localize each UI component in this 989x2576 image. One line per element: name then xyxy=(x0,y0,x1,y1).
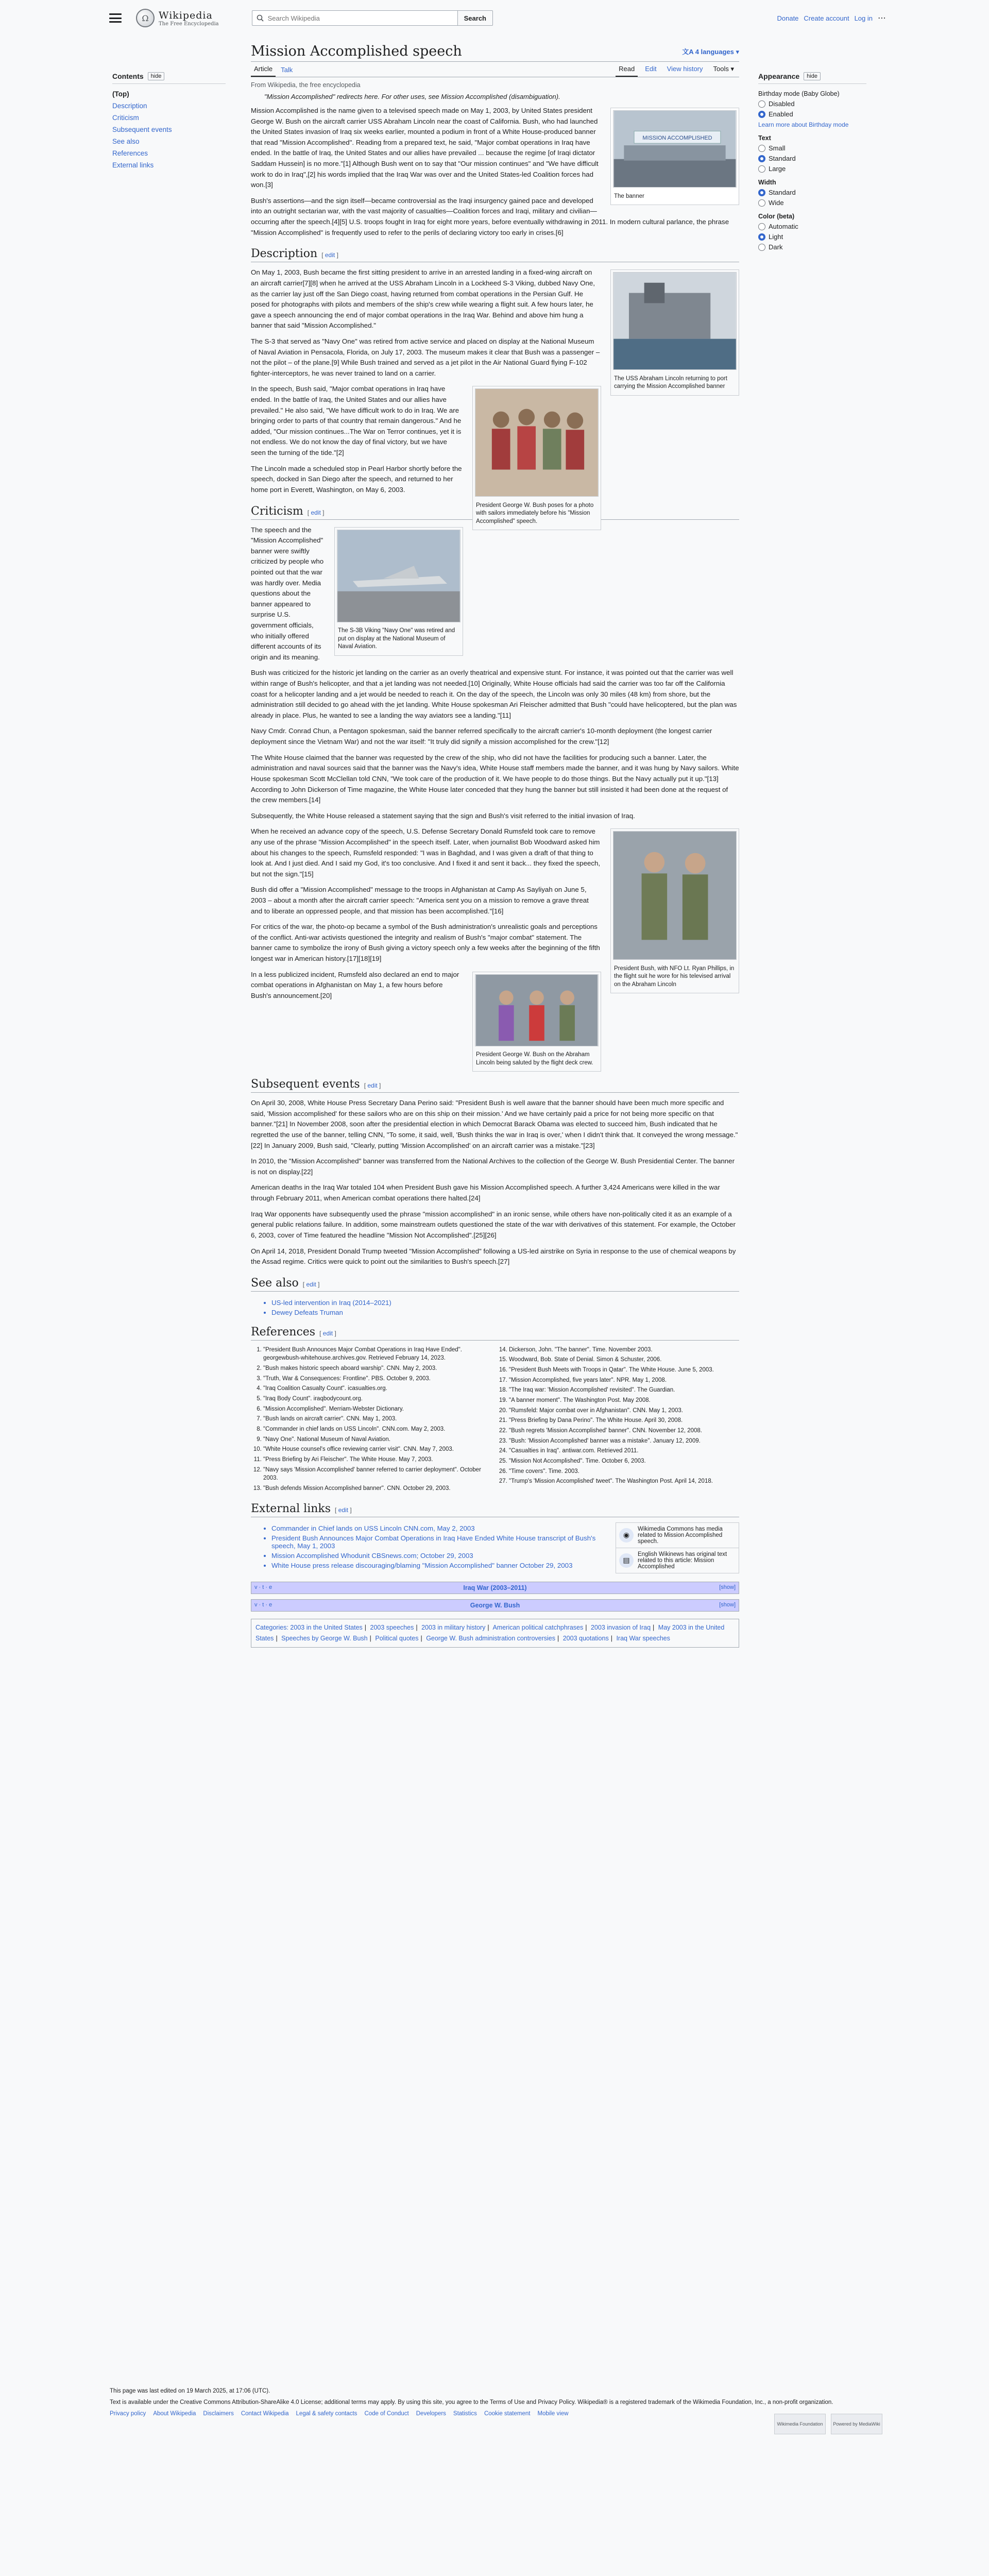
wikinews-icon: ▤ xyxy=(619,1553,634,1568)
criticism-paragraph-1: The speech and the "Mission Accomplished" banner were swiftly criticized by people who pointed out that the war was hardly over. Media questions about the banner appeared to surprise U.S. government officials, who initially offered different accounts of its origin and its meaning. xyxy=(251,526,324,661)
text-size-label: Text xyxy=(758,134,771,142)
toc-item-top[interactable]: (Top) xyxy=(112,90,129,98)
intro-paragraph-1: Mission Accomplished is the name given to a televised speech made on May 1, 2003, by United States president George W. Bush on the aircraft carrier USS Abraham Lincoln near the coast of California. Bush, who had launched the United States invasion of Iraq six weeks earlier, mounted a podium in front of a White House-produced banner that read "Mission Accomplished". Reading from a prepared text, he said, "Major combat operations in Iraq have ended. In the battle of Iraq, the United States and our allies have prevailed ... because the regime [of Iraqi dictator Saddam Hussein] is no more."[1] Although Bush went on to say that "Our mission continues" and "We have difficult work to do in Iraq",[2] his words implied that the Iraq War was over and the United States-led Coalition forces had won.[3] xyxy=(251,107,599,189)
caption-lincoln: The USS Abraham Lincoln returning to port carrying the Mission Accomplished banner xyxy=(614,375,727,390)
tab-tools[interactable]: Tools ▾ xyxy=(713,65,734,73)
reference-item: 12. "Navy says 'Mission Accomplished' banner referred to carrier deployment". October 2003. xyxy=(263,1466,493,1483)
page-title: Mission Accomplished speech xyxy=(251,43,462,59)
search-field[interactable] xyxy=(252,10,458,26)
login-link[interactable]: Log in xyxy=(854,14,873,22)
see-also-item[interactable]: • US-led intervention in Iraq (2014–2021) xyxy=(271,1299,739,1307)
footer-link[interactable]: About Wikipedia xyxy=(153,2411,196,2417)
intro-paragraph-2: Bush's assertions—and the sign itself—became controversial as the Iraqi insurgency gained pace and developed into an outright sectarian war, with the vast majority of casualties—Coalition forces and Iraqi, military and civilian—occurring after the speech.[4][5] U.S. troops fought in Iraq for eight more years, before eventually withdrawing in 2011. In modern cultural parlance, the phrase "Mission Accomplished" is frequently used to refer to the perils of declaring victory too early in crises.[6] xyxy=(251,196,729,236)
mediawiki-badge[interactable]: Powered by MediaWiki xyxy=(831,2414,882,2434)
reference-item: 16. "President Bush Meets with Troops in Qatar". The White House. June 5, 2003. xyxy=(509,1366,739,1375)
category-link[interactable]: 2003 quotations xyxy=(562,1635,609,1642)
category-link[interactable]: 2003 in the United States xyxy=(290,1623,363,1631)
radio-off-icon xyxy=(758,100,765,108)
navbox-vte[interactable]: v · t · e xyxy=(254,1584,272,1590)
search-form xyxy=(252,10,493,26)
section-heading-criticism: Criticism [ edit ] xyxy=(251,505,739,520)
wordmark: Wikipedia xyxy=(159,9,213,21)
page-subtitle: From Wikipedia, the free encyclopedia xyxy=(251,81,361,89)
license-text: Text is available under the Creative Commons Attribution-ShareAlike 4.0 License; additional terms may apply. By using this site, you agree to the Terms of Use and Privacy Policy. Wikipedia® is a registered trademark of the Wikimedia Foundation, Inc., a non-profit organization. xyxy=(110,2399,833,2405)
references-list xyxy=(251,1346,739,1493)
footer-link[interactable]: Developers xyxy=(416,2411,446,2417)
subsequent-paragraph-4: Iraq War opponents have subsequently used the phrase "mission accomplished" in an ironic sense, while others have non-politically cited it as an example of a general public relations failure. In addition, some mainstream outlets questioned the state of the war with derivatives of this statement. For example, the October 6, 2003, cover of Time featured the headline "Mission Not Accomplished".[25][26] xyxy=(251,1210,736,1239)
section-heading-see-also: See also [ edit ] xyxy=(251,1277,739,1292)
reference-item: 14. Dickerson, John. "The banner". Time. November 2003. xyxy=(509,1346,739,1354)
footer-link[interactable]: Disclaimers xyxy=(203,2411,234,2417)
description-paragraph-2: The S-3 that served as "Navy One" was retired from active service and placed on display at the National Museum of Naval Aviation in Pensacola, Florida, on July 17, 2003. The museum makes it clear that Bush was a passenger – not the pilot – of the plane.[9] While Bush trained and served as a jet pilot in the Air National Guard flying F-102 fighter-interceptors, he was never trained to land on a carrier. xyxy=(251,337,600,377)
color-option-light[interactable]: Light xyxy=(758,233,866,241)
category-link[interactable]: Political quotes xyxy=(375,1635,419,1642)
birthday-mode-label: Birthday mode (Baby Globe) xyxy=(758,90,840,97)
section-heading-references: References [ edit ] xyxy=(251,1326,739,1341)
edit-section-criticism[interactable]: [ edit ] xyxy=(307,509,325,516)
edit-section-see-also[interactable]: [ edit ] xyxy=(302,1280,320,1288)
sister-project-box xyxy=(616,1522,739,1573)
reference-item: 5. "Iraq Body Count". iraqbodycount.org. xyxy=(263,1395,493,1403)
criticism-paragraph-4: The White House claimed that the banner was requested by the crew of the ship, who did not have the facilities for producing such a banner. Later, the administration and naval sources said that the banner was the Navy's idea, White House staff members made the banner, and it was hung by Navy sailors. White House spokesman Scott McClellan told CNN, "We took care of the production of it. We have people to do those things. But the Navy actually put it up."[13] According to John Dickerson of Time magazine, the White House later conceded that they hung the banner but still insisted it had been done at the request of the crew members.[14] xyxy=(251,753,739,804)
caption-poses: President George W. Bush poses for a photo with sailors immediately before his "Mission Accomplished" speech. xyxy=(476,502,594,524)
caption-viking: The S-3B Viking "Navy One" was retired and put on display at the National Museum of Naval Aviation. xyxy=(338,628,455,650)
page-footer xyxy=(110,2388,882,2427)
footer-link[interactable]: Cookie statement xyxy=(484,2411,531,2417)
width-label: Width xyxy=(758,179,776,186)
language-button[interactable]: 文A 4 languages ▾ xyxy=(682,48,739,56)
navbox-iraq-war xyxy=(251,1582,739,1594)
footer-link[interactable]: Code of Conduct xyxy=(364,2411,409,2417)
reference-item: 27. "Trump's 'Mission Accomplished' tweet". The Washington Post. April 14, 2018. xyxy=(509,1477,739,1486)
nfo-photo[interactable] xyxy=(613,831,737,960)
subsequent-paragraph-5: On April 14, 2018, President Donald Trump tweeted "Mission Accomplished" following a US-led airstrike on Syria in response to the use of chemical weapons by the Assad regime. Critics were quick to point out the similarities to Bush's speech.[27] xyxy=(251,1247,736,1266)
description-paragraph-3: In the speech, Bush said, "Major combat operations in Iraq have ended. In the battle of Iraq, the United States and our allies have prevailed." He also said, "We have difficult work to do in Iraq. We are bringing order to parts of that country that remain dangerous." And he added, "Our mission continues...The War on Terror continues, yet it is not endless. We do not know the day of final victory, but we have seen the turning of the tide."[2] xyxy=(251,385,462,457)
language-count: 4 languages xyxy=(695,48,734,56)
appearance-panel xyxy=(758,72,866,253)
footer-link[interactable]: Legal & safety contacts xyxy=(296,2411,357,2417)
table-of-contents xyxy=(112,72,226,171)
figure-nfo xyxy=(610,828,739,993)
lincoln-photo[interactable] xyxy=(613,272,737,370)
color-option-dark[interactable]: Dark xyxy=(758,243,866,251)
reference-item: 1. "President Bush Announces Major Combat Operations in Iraq Have Ended". georgewbush-whitehouse.archives.gov. Retrieved February 14, 2023. xyxy=(263,1346,493,1363)
criticism-paragraph-9: In a less publicized incident, Rumsfeld also declared an end to major combat operations in Afghanistan on May 1, a few hours before Bush's announcement.[20] xyxy=(251,970,459,999)
caption-banner: The banner xyxy=(614,193,644,199)
toc-hide-button[interactable]: hide xyxy=(148,72,165,80)
last-edited: This page was last edited on 19 March 2025, at 17:06 (UTC). xyxy=(110,2388,270,2394)
figure-banner xyxy=(610,108,739,205)
footer-link[interactable]: Mobile view xyxy=(537,2411,569,2417)
birthday-learn-more-link[interactable]: Learn more about Birthday mode xyxy=(758,121,849,128)
main-menu-icon[interactable] xyxy=(109,13,122,23)
hatnote: "Mission Accomplished" redirects here. For other uses, see Mission Accomplished (disambiguation). xyxy=(264,93,560,100)
edit-section-description[interactable]: [ edit ] xyxy=(321,251,338,259)
reference-item: 24. "Casualties in Iraq". antiwar.com. Retrieved 2011. xyxy=(509,1447,739,1455)
birthday-option-disabled[interactable]: Disabled xyxy=(758,100,866,108)
radio-off-icon xyxy=(758,223,765,230)
criticism-paragraph-6: When he received an advance copy of the speech, U.S. Defense Secretary Donald Rumsfeld took care to remove any use of the phrase "Mission Accomplished" in the speech itself. Later, when journalist Bob Woodward asked him about his changes to the speech, Rumsfeld responded: "I was in Baghdad, and I was given a draft of that thing to look at. And I just died. And I said my God, it's too conclusive. And I fixed it and sent it back... they fixed the speech, but not the sign."[15] xyxy=(251,827,601,878)
reference-item: 26. "Time covers". Time. 2003. xyxy=(509,1467,739,1476)
globe-icon: Ω xyxy=(136,9,155,27)
site-header xyxy=(103,5,886,31)
criticism-paragraph-2: Bush was criticized for the historic jet landing on the carrier as an overly theatrical and expensive stunt. For instance, it was pointed out that the carrier was well within range of Bush's helicopter, and that a jet landing was not needed.[10] Originally, White House officials had said the carrier was too far off the California coast for a helicopter landing and a jet would be needed to reach it. On the day of the speech, the Lincoln was only 30 miles (48 km) from shore, but the administration still decided to go ahead with the jet landing. White House spokesman Ari Fleischer admitted that Bush "could have helicoptered, but the plan was already in place. Plus, he wanted to see a landing the way aviators see a landing."[11] xyxy=(251,669,737,719)
external-link[interactable]: • Mission Accomplished Whodunit CBSnews.com; October 29, 2003 xyxy=(271,1552,739,1560)
color-label: Color (beta) xyxy=(758,213,795,220)
figure-lincoln xyxy=(610,269,739,396)
toc-item-subsequent-events[interactable]: Subsequent events xyxy=(112,126,172,133)
reference-item: 6. "Mission Accomplished". Merriam-Webster Dictionary. xyxy=(263,1405,493,1414)
radio-off-icon xyxy=(758,165,765,173)
commons-icon: ◉ xyxy=(619,1528,634,1543)
donate-link[interactable]: Donate xyxy=(777,14,799,22)
appearance-hide-button[interactable]: hide xyxy=(804,72,821,80)
subsequent-paragraph-2: In 2010, the "Mission Accomplished" banner was transferred from the National Archives to the collection of the George W. Bush Presidential Center. The banner is not on display.[22] xyxy=(251,1157,735,1176)
page-tabs xyxy=(251,62,739,77)
banner-photo[interactable] xyxy=(613,110,737,188)
toc-item-references[interactable]: References xyxy=(112,149,148,157)
reference-item: 15. Woodward, Bob. State of Denial. Simon & Schuster, 2006. xyxy=(509,1355,739,1364)
navbox-vte[interactable]: v · t · e xyxy=(254,1601,272,1608)
tagline: The Free Encyclopedia xyxy=(159,21,219,27)
tab-edit[interactable]: Edit xyxy=(645,65,657,73)
more-options-icon[interactable]: ⋯ xyxy=(878,14,886,23)
criticism-paragraph-3: Navy Cmdr. Conrad Chun, a Pentagon spokesman, said the banner referred specifically to the aircraft carrier's 10-month deployment (the longest carrier deployment since the Vietnam War) and not the war itself: "It truly did signify a mission accomplished for the crew."[12] xyxy=(251,727,712,746)
see-also-item[interactable]: • Dewey Defeats Truman xyxy=(271,1309,739,1316)
search-input[interactable] xyxy=(267,14,457,23)
reference-item: 18. "The Iraq war: 'Mission Accomplished' revisited". The Guardian. xyxy=(509,1386,739,1395)
poses-photo[interactable] xyxy=(475,388,599,497)
edit-section-references[interactable]: [ edit ] xyxy=(319,1329,336,1337)
category-link[interactable]: 2003 speeches xyxy=(370,1623,414,1631)
footer-link[interactable]: Privacy policy xyxy=(110,2411,146,2417)
radio-on-icon xyxy=(758,189,765,196)
reference-item: 20. "Rumsfeld: Major combat over in Afghanistan". CNN. May 1, 2003. xyxy=(509,1406,739,1415)
text-option-standard[interactable]: Standard xyxy=(758,155,866,162)
color-option-automatic[interactable]: Automatic xyxy=(758,223,866,230)
caption-nfo: President Bush, with NFO Lt. Ryan Phillips, in the flight suit he wore for his televised arrival on the Abraham Lincoln xyxy=(614,965,735,988)
reference-item: 25. "Mission Not Accomplished". Time. October 6, 2003. xyxy=(509,1457,739,1466)
wikimedia-badge[interactable]: Wikimedia Foundation xyxy=(774,2414,826,2434)
width-option-standard[interactable]: Standard xyxy=(758,189,866,196)
footer-link[interactable]: Statistics xyxy=(453,2411,477,2417)
navbox-show-toggle[interactable]: [show] xyxy=(719,1584,736,1590)
section-heading-subsequent-events: Subsequent events [ edit ] xyxy=(251,1078,739,1093)
reference-item: 4. "Iraq Coalition Casualty Count". icasualties.org. xyxy=(263,1384,493,1393)
subsequent-paragraph-3: American deaths in the Iraq War totaled 104 when President Bush gave his Mission Accomplished speech. A further 3,424 Americans were killed in the war through February 2011, when American combat operations there halted.[24] xyxy=(251,1183,720,1202)
figure-viking xyxy=(334,527,463,656)
radio-on-icon xyxy=(758,233,765,241)
commons-text[interactable]: Wikimedia Commons has media related to Mission Accomplished speech. xyxy=(638,1526,723,1545)
radio-off-icon xyxy=(758,244,765,251)
external-link[interactable]: • President Bush Announces Major Combat Operations in Iraq Have Ended White House transcript of Bush's speech, May 1, 2003 xyxy=(271,1534,739,1550)
wikipedia-logo[interactable] xyxy=(136,9,219,27)
reference-item: 23. "Bush: 'Mission Accomplished' banner was a mistake". January 12, 2009. xyxy=(509,1437,739,1446)
figure-salute xyxy=(472,972,601,1072)
reference-item: 10. "White House counsel's office reviewing carrier visit". CNN. May 7, 2003. xyxy=(263,1445,493,1454)
description-paragraph-4: The Lincoln made a scheduled stop in Pearl Harbor shortly before the speech, docked in San Diego after the speech, and returned to her home port in Everett, Washington, on May 6, 2003. xyxy=(251,464,462,494)
tab-read[interactable]: Read xyxy=(616,65,638,77)
tab-article[interactable]: Article xyxy=(251,65,276,77)
criticism-paragraph-7: Bush did offer a "Mission Accomplished" message to the troops in Afghanistan at Camp As Sayliyah on June 5, 2003 – about a month after the aircraft carrier speech: "America sent you on a mission to remove a grave threat and to liberate an oppressed people, and that mission has been accomplished."[16] xyxy=(251,886,589,915)
tab-talk[interactable]: Talk xyxy=(281,66,293,74)
footer-links xyxy=(110,2411,882,2417)
reference-item: 11. "Press Briefing by Ari Fleischer". The White House. May 7, 2003. xyxy=(263,1455,493,1464)
search-button[interactable]: Search xyxy=(458,10,493,26)
reference-item: 8. "Commander in chief lands on USS Lincoln". CNN.com. May 2, 2003. xyxy=(263,1425,493,1434)
create-account-link[interactable]: Create account xyxy=(804,14,849,22)
reference-item: 9. "Navy One". National Museum of Naval Aviation. xyxy=(263,1435,493,1444)
toc-item-see-also[interactable]: See also xyxy=(112,138,140,145)
category-link[interactable]: American political catchphrases xyxy=(492,1623,584,1631)
navbox-title[interactable]: George W. Bush xyxy=(470,1601,520,1609)
categories-box: Categories: 2003 in the United States | 2003 speeches | 2003 in military history | American political catchphrases | 2003 invasion of Iraq | May 2003 in the United States | Speeches by George W. Bush | Political quotes | George W. Bush administration controversies | 2003 quotations | Iraq War speeches xyxy=(251,1619,739,1648)
salute-photo[interactable] xyxy=(475,974,599,1046)
text-option-large[interactable]: Large xyxy=(758,165,866,173)
viking-photo[interactable] xyxy=(337,530,461,622)
article-main xyxy=(251,41,739,1648)
section-heading-external-links: External links [ edit ] xyxy=(251,1502,739,1517)
width-option-wide[interactable]: Wide xyxy=(758,199,866,207)
navbox-title[interactable]: Iraq War (2003–2011) xyxy=(463,1584,527,1591)
reference-item: 19. "A banner moment". The Washington Post. May 2008. xyxy=(509,1396,739,1405)
category-link[interactable]: 2003 invasion of Iraq xyxy=(590,1623,651,1631)
radio-on-icon xyxy=(758,111,765,118)
edit-section-external-links[interactable]: [ edit ] xyxy=(335,1506,352,1514)
criticism-paragraph-8: For critics of the war, the photo-op became a symbol of the Bush administration's unrealistic goals and perceptions of the conflict. Anti-war activists questioned the integrity and realism of Bush's "major combat" statement. The banner came to symbolize the irony of Bush giving a victory speech only a few weeks after the beginning of the fifth longest war in American history.[17][18][19] xyxy=(251,923,600,963)
svg-text:MISSION ACCOMPLISHED: MISSION ACCOMPLISHED xyxy=(642,135,712,142)
external-link[interactable]: • White House press release discouraging/blaming "Mission Accomplished" banner October 29, 2003 xyxy=(271,1562,739,1569)
category-link[interactable]: George W. Bush administration controversies xyxy=(426,1635,555,1642)
reference-item: 3. "Truth, War & Consequences: Frontline". PBS. October 9, 2003. xyxy=(263,1375,493,1383)
criticism-paragraph-5: Subsequently, the White House released a statement saying that the sign and Bush's visit referred to the initial invasion of Iraq. xyxy=(251,811,635,820)
categories-label[interactable]: Categories: xyxy=(255,1623,288,1631)
category-link[interactable]: Iraq War speeches xyxy=(616,1635,670,1642)
birthday-option-enabled[interactable]: Enabled xyxy=(758,110,866,118)
navbox-george-w-bush xyxy=(251,1599,739,1612)
footer-link[interactable]: Contact Wikipedia xyxy=(241,2411,289,2417)
navbox-show-toggle[interactable]: [show] xyxy=(719,1601,736,1608)
toc-item-description[interactable]: Description xyxy=(112,102,147,110)
reference-item: 13. "Bush defends Mission Accomplished banner". CNN. October 29, 2003. xyxy=(263,1484,493,1493)
reference-item: 17. "Mission Accomplished, five years later". NPR. May 1, 2008. xyxy=(509,1376,739,1385)
see-also-list xyxy=(251,1299,739,1316)
description-paragraph-1: On May 1, 2003, Bush became the first sitting president to arrive in an arrested landing in a fixed-wing aircraft on an aircraft carrier[7][8] when he arrived at the USS Abraham Lincoln in a Lockheed S-3 Viking, dubbed Navy One, as the carrier lay just off the San Diego coast, having returned from combat operations in the Persian Gulf. He posed for photographs with pilots and members of the ship's crew while wearing a flight suit. A few hours later, he gave a speech announcing the end of major combat operations in the Iraq War. Behind and above him hung a banner that said "Mission Accomplished." xyxy=(251,268,595,330)
caption-salute: President George W. Bush on the Abraham Lincoln being saluted by the flight deck crew. xyxy=(476,1052,593,1066)
article-body xyxy=(251,93,739,1648)
toc-item-external-links[interactable]: External links xyxy=(112,161,154,169)
section-heading-description: Description [ edit ] xyxy=(251,247,739,262)
toc-title: Contents xyxy=(112,72,144,80)
edit-section-subsequent[interactable]: [ edit ] xyxy=(364,1082,381,1090)
toc-item-criticism[interactable]: Criticism xyxy=(112,114,139,122)
category-link[interactable]: Speeches by George W. Bush xyxy=(281,1635,368,1642)
subsequent-paragraph-1: On April 30, 2008, White House Press Secretary Dana Perino said: "President Bush is well aware that the banner should have been much more specific and said, 'Mission accomplished' for these sailors who are on this ship on their mission.' And we have certainly paid a price for not being more specific on that banner."[21] In November 2008, soon after the presidential election in which Democrat Barack Obama was elected to succeed him, Bush indicated that he regretted the use of the banner, telling CNN, "To some, it said, well, 'Bush thinks the war in Iraq is over,' when I didn't think that. It conveyed the wrong message."[22] In January 2009, Bush said, "Clearly, putting 'Mission Accomplished' on an aircraft carrier was a mistake."[23] xyxy=(251,1099,738,1149)
reference-item: 2. "Bush makes historic speech aboard warship". CNN. May 2, 2003. xyxy=(263,1364,493,1373)
category-link[interactable]: May 2003 in the United States xyxy=(255,1623,725,1642)
search-icon xyxy=(257,14,264,22)
reference-item: 7. "Bush lands on aircraft carrier". CNN. May 1, 2003. xyxy=(263,1415,493,1423)
tab-view-history[interactable]: View history xyxy=(667,65,703,73)
category-link[interactable]: 2003 in military history xyxy=(421,1623,486,1631)
wikinews-text[interactable]: English Wikinews has original text related to this article: Mission Accomplished xyxy=(638,1551,727,1570)
radio-on-icon xyxy=(758,155,765,162)
figure-poses xyxy=(472,386,601,530)
user-links xyxy=(777,13,886,23)
text-option-small[interactable]: Small xyxy=(758,144,866,152)
external-link[interactable]: • Commander in Chief lands on USS Lincoln CNN.com, May 2, 2003 xyxy=(271,1524,739,1532)
radio-off-icon xyxy=(758,145,765,152)
reference-item: 22. "Bush regrets 'Mission Accomplished' banner". CNN. November 12, 2008. xyxy=(509,1427,739,1435)
appearance-title: Appearance xyxy=(758,72,800,80)
radio-off-icon xyxy=(758,199,765,207)
reference-item: 21. "Press Briefing by Dana Perino". The White House. April 30, 2008. xyxy=(509,1416,739,1425)
